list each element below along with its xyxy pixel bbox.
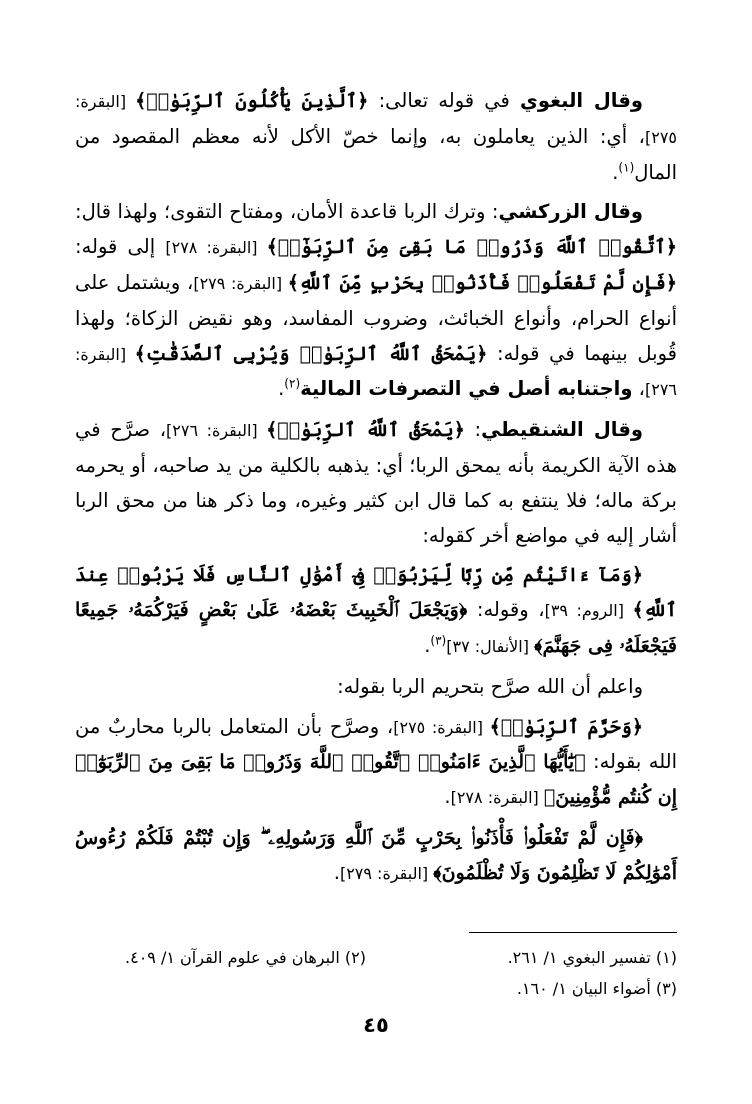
speaker-name: وقال البغوي (520, 89, 643, 112)
footnote-3: (٣) أضواء البيان ١/ ١٦٠. (516, 979, 677, 998)
verse-reference: [البقرة: ٢٧٨] (165, 238, 267, 258)
paragraph-know-that (75, 670, 677, 705)
footnote-row (75, 942, 677, 973)
main-text (75, 84, 677, 897)
verse-reference: [البقرة: ٢٧٩] (339, 863, 434, 883)
quran-verse: ﴿ٱلَّذِينَ يَأْكُلُونَ ٱلرِّبَوٰا۟﴾ (135, 90, 369, 112)
quran-verse: ﴿يَمْحَقُ ٱللَّهُ ٱلرِّبَوٰا۟ وَيُرْبِى ٱلصَّدَقَٰتِ﴾ (134, 342, 488, 365)
text-run: ، وقوله: (467, 598, 545, 622)
text-run: إلى قوله: (75, 235, 166, 259)
text-run: . (278, 377, 285, 401)
footnotes (75, 942, 677, 1004)
verse-reference: [البقرة: ٢٧٩] (193, 273, 288, 293)
page-number: ٤٥ (363, 1013, 389, 1037)
text-run: . (444, 785, 451, 809)
text-run: في قوله تعالى: (368, 89, 521, 112)
verse-reference: [البقرة: ٢٧٦] (166, 421, 267, 441)
quran-verse: ﴿وَمَآ ءَاتَيْتُم مِّن رِّبًا لِّيَرْبُوَا۟ فِىٓ أَمْوَٰلِ ٱلنَّاسِ فَلَا يَرْبُوا۟ عِندَ ٱللَّهِ﴾ (75, 564, 677, 622)
text-run: ، ويشتمل على أنواع الحرام، وأنواع الخبائث، وضروب المفاسد، وهو نقيض الزكاة؛ ولهذا قُوبل بينهما في قوله: (75, 270, 678, 365)
footnote-1: (١) تفسير البغوي ١/ ٢٦١. (507, 948, 677, 967)
footnote-marker: (٢) (284, 376, 301, 391)
text-run: . (424, 633, 431, 657)
footnote-row (75, 973, 677, 1004)
text-run: واعلم أن الله صرَّح بتحريم الربا بقوله: (337, 674, 643, 698)
verse-reference: [البقرة: ٢٧٥] (75, 92, 677, 147)
text-run: ، صرَّح في هذه الآية الكريمة بأنه يمحق الربا؛ أي: يذهبه بالكلية من يد صاحبه، أو يحرمه بركة ماله؛ فلا ينتفع به كما قال ابن كثير وغيره، وما ذكر هنا من محق الربا أشار إليه في مواضع أخر كقوله: (75, 418, 677, 547)
paragraph-war-verse (75, 821, 677, 892)
emphasis-text: واجتنابه أصل في التصرفات المالية (300, 377, 633, 401)
verse-reference: [البقرة: ٢٧٦] (75, 344, 677, 400)
text-run: ، وصرَّح بأن المتعامل بالربا محاربٌ من الله بقوله: (75, 714, 678, 774)
quran-verse: ﴿فَإِن لَّمْ تَفْعَلُوا۟ فَأْذَنُوا۟ بِحَرْبٍ مِّنَ ٱللَّهِ وَرَسُولِهِۦ ۖ وَإِن تُبْتُمْ فَلَكُمْ رُءُوسُ أَمْوَٰلِكُمْ لَا تَظْلِمُونَ وَلَا تُظْلَمُونَ﴾ (75, 826, 677, 884)
quran-verse: ﴿يَمْحَقُ ٱللَّهُ ٱلرِّبَوٰا۟﴾ (266, 419, 465, 442)
paragraph-zarkashi (75, 195, 677, 408)
quran-verse: ﴿وَيَجْعَلَ ٱلْخَبِيثَ بَعْضَهُۥ عَلَىٰ بَعْضٍ فَيَرْكُمَهُۥ جَمِيعًا فَيَجْعَلَهُۥ فِى جَهَنَّمَ﴾ (75, 599, 677, 657)
text-run: . (612, 160, 619, 184)
footnote-separator (469, 932, 677, 933)
footnote-marker: (٣) (430, 633, 447, 648)
verse-reference: [الروم: ٣٩] (544, 601, 633, 621)
footnote-marker: (١) (618, 160, 635, 175)
quran-verse: ﴿ٱتَّقُوا۟ ٱللَّهَ وَذَرُوا۟ مَا بَقِىَ مِنَ ٱلرِّبَوٰٓا۟﴾ (266, 236, 678, 259)
paragraph-baghawi (75, 84, 677, 190)
speaker-name: وقال الشنقيطي (481, 418, 643, 442)
footnote-2: (٢) البرهان في علوم القرآن ١/ ٤٠٩. (125, 948, 366, 967)
verse-reference: [البقرة: ٢٧٥] (393, 717, 490, 737)
text-run: : (464, 418, 482, 442)
paragraph-shanqiti (75, 413, 677, 553)
quran-verse: ﴿وَحَرَّمَ ٱلرِّبَوٰا۟﴾ (489, 715, 643, 738)
text-run: . (333, 860, 340, 884)
quran-verse: ﴿يَٰٓأَيُّهَا ٱلَّذِينَ ءَامَنُوا۟ ٱتَّقُوا۟ ٱللَّهَ وَذَرُوا۟ مَا بَقِىَ مِنَ ٱلرِّبَوٰٓا۟ إِن كُنتُم مُّؤْمِنِينَ﴾ (75, 751, 677, 809)
paragraph-verses-rum-anfal (75, 558, 677, 664)
quran-verse: ﴿فَإِن لَّمْ تَفْعَلُوا۟ فَأْذَنُوا۟ بِحَرْبٍ مِّنَ ٱللَّهِ﴾ (287, 271, 677, 294)
text-run: ، (632, 377, 645, 401)
text-run: : وترك الربا قاعدة الأمان، ومفتاح التقوى؛ ولهذا قال: (75, 200, 499, 224)
verse-reference: [الأنفال: ٣٧] (446, 636, 535, 656)
paragraph-prohibition (75, 710, 677, 816)
speaker-name: وقال الزركشي (498, 200, 643, 224)
verse-reference: [البقرة: ٢٧٨] (450, 788, 544, 808)
text-run: ، أي: الذين يعاملون به، وإنما خصّ الأكل لأنه معظم المقصود من المال (75, 124, 677, 184)
